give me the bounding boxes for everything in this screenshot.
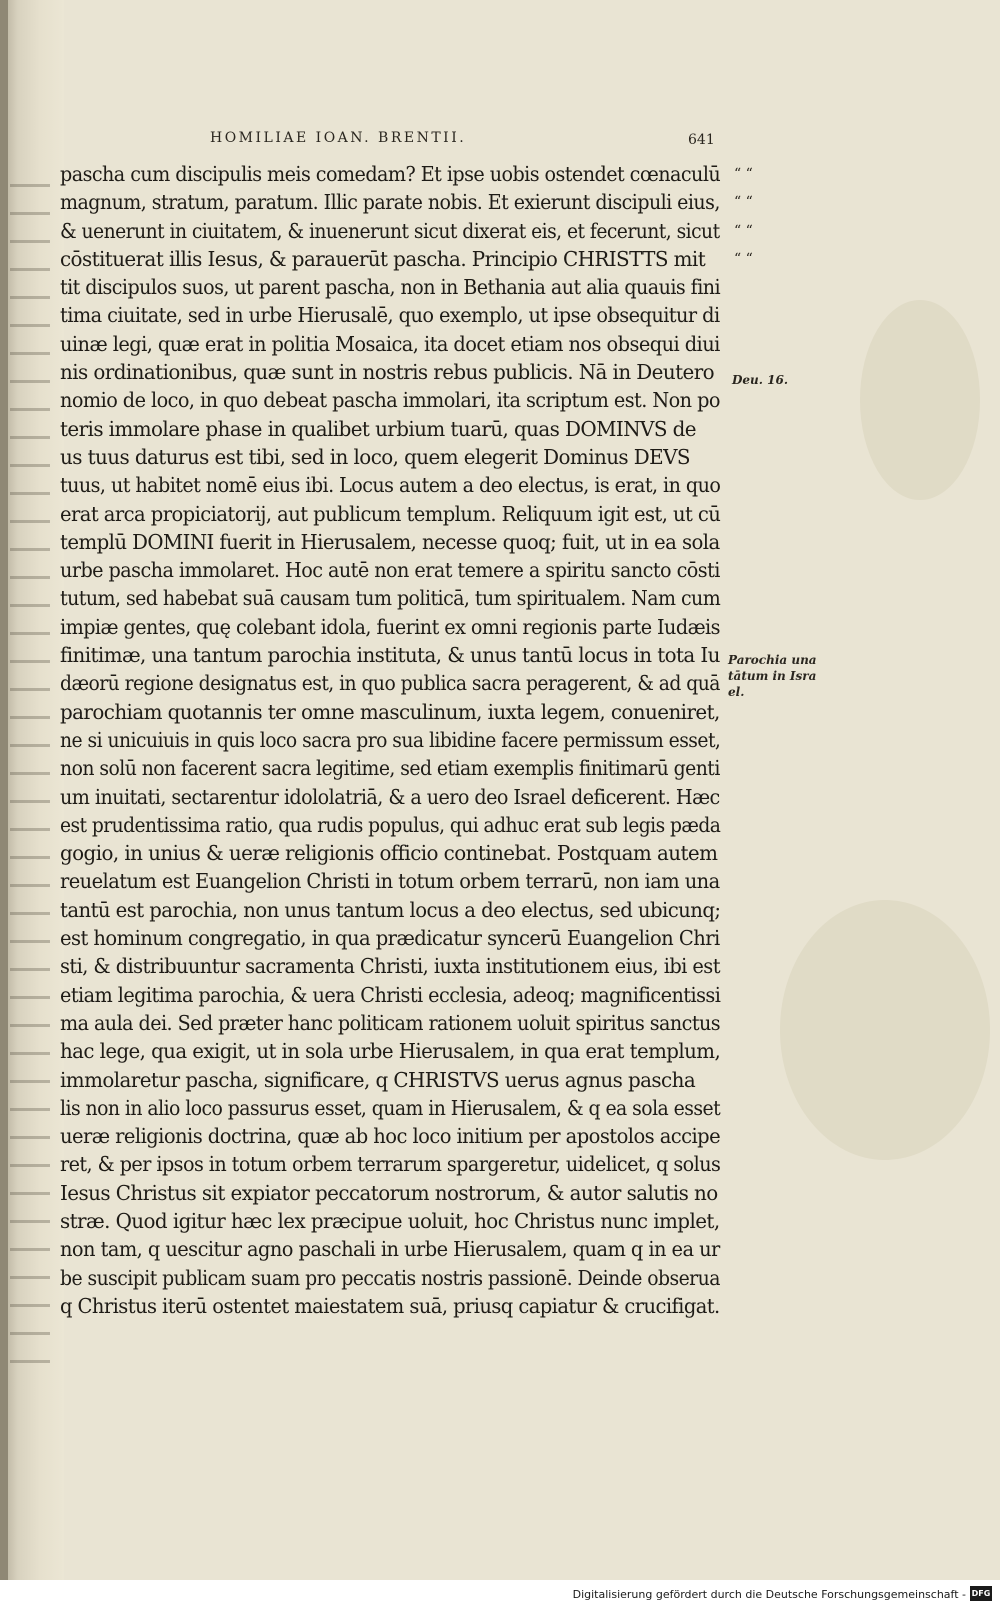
- text-line: us tuus daturus est tibi, sed in loco, quem elegerit Dominus DEVS: [60, 444, 690, 469]
- quote-mark: “ “: [734, 250, 753, 267]
- text-line: ret, & per ipsos in totum orbem terrarum spargeretur, uidelicet, q solus: [60, 1152, 721, 1177]
- margin-note-line: el.: [728, 685, 745, 699]
- text-line: be suscipit publicam suam pro peccatis nostris passionē. Deinde obserua: [60, 1265, 720, 1290]
- text-line: & uenerunt in ciuitatem, & inuenerunt sicut dixerat eis, et fecerunt, sicut: [60, 218, 720, 243]
- text-line: ne si unicuiuis in quis loco sacra pro sua libidine facere permissum esset,: [60, 727, 721, 752]
- text-line: teris immolare phase in qualibet urbium tuarū, quas DOMINVS de: [60, 416, 696, 441]
- text-line: etiam legitima parochia, & uera Christi ecclesia, adeoq; magnificentissi: [60, 982, 721, 1007]
- text-line: non solū non facerent sacra legitime, sed etiam exemplis finitimarū genti: [60, 756, 720, 781]
- text-line: est hominum congregatio, in qua prædicatur syncerū Euangelion Chri: [60, 926, 720, 951]
- text-line: uinæ legi, quæ erat in politia Mosaica, ita docet etiam nos obsequi diui: [60, 331, 720, 356]
- margin-note-line: Parochia una: [728, 653, 817, 667]
- footer-bar: [0, 1580, 1000, 1612]
- quote-mark: “ “: [734, 222, 753, 239]
- text-line: q Christus iterū ostentet maiestatem suā, priusq capiatur & crucifigat.: [60, 1293, 720, 1318]
- text-line: tuus, ut habitet nomē eius ibi. Locus autem a deo electus, is erat, in quo: [60, 473, 721, 498]
- running-head: HOMILIAE IOAN. BRENTII.: [210, 130, 467, 146]
- ink-bleed-through: [10, 170, 50, 1370]
- body-text: [60, 160, 740, 1320]
- text-line: parochiam quotannis ter omne masculinum, iuxta legem, conueniret,: [60, 699, 720, 724]
- paper-stain: [860, 300, 980, 500]
- text-line: est prudentissima ratio, qua rudis populus, qui adhuc erat sub legis pæda: [60, 812, 721, 837]
- text-line: nis ordinationibus, quæ sunt in nostris rebus publicis. Nā in Deutero: [60, 360, 715, 385]
- margin-note-deuteronomy: Deu. 16.: [732, 373, 788, 387]
- text-line: ma aula dei. Sed præter hanc politicam rationem uoluit spiritus sanctus: [60, 1010, 720, 1035]
- text-line: hac lege, qua exigit, ut in sola urbe Hierusalem, in qua erat templum,: [60, 1039, 721, 1064]
- dfg-logo: DFG: [970, 1586, 992, 1601]
- text-line: dæorū regione designatus est, in quo publica sacra peragerent, & ad quā: [60, 671, 720, 696]
- text-line: tutum, sed habebat suā causam tum politicā, tum spiritualem. Nam cum: [60, 586, 721, 611]
- text-line: magnum, stratum, paratum. Illic parate nobis. Et exierunt discipuli eius,: [60, 190, 720, 215]
- paper-stain: [780, 900, 990, 1160]
- text-line: lis non in alio loco passurus esset, quam in Hierusalem, & q ea sola esset: [60, 1095, 721, 1120]
- quote-mark: “ “: [734, 166, 753, 182]
- text-line: impiæ gentes, quę colebant idola, fuerint ex omni regionis parte Iudæis: [60, 614, 720, 639]
- text-line: gogio, in unius & ueræ religionis officio continebat. Postquam autem: [60, 841, 718, 866]
- text-line: urbe pascha immolaret. Hoc autē non erat temere a spiritu sancto cōsti: [60, 558, 720, 583]
- text-line: stræ. Quod igitur hæc lex præcipue uoluit, hoc Christus nunc implet,: [60, 1208, 720, 1233]
- text-line: tit discipulos suos, ut parent pascha, non in Bethania aut alia quauis fini: [60, 275, 721, 300]
- page-edge-shadow: [0, 0, 8, 1580]
- text-line: tima ciuitate, sed in urbe Hierusalē, quo exemplo, ut ipse obsequitur di: [60, 303, 720, 328]
- text-line: Iesus Christus sit expiator peccatorum nostrorum, & autor salutis no: [60, 1180, 718, 1205]
- text-line: erat arca propiciatorij, aut publicum templum. Reliquum igit est, ut cū: [60, 501, 721, 526]
- text-line: ueræ religionis doctrina, quæ ab hoc loco initium per apostolos accipe: [60, 1124, 721, 1149]
- text-line: reuelatum est Euangelion Christi in totum orbem terrarū, non iam una: [60, 869, 720, 894]
- text-line: cōstituerat illis Iesus, & parauerūt pascha. Principio CHRISTTS mit: [60, 246, 706, 271]
- folio-number: 641: [688, 132, 715, 148]
- text-line: non tam, q uescitur agno paschali in urbe Hierusalem, quam q in ea ur: [60, 1237, 720, 1262]
- footer-credit: Digitalisierung gefördert durch die Deutsche Forschungsgemeinschaft -: [572, 1588, 966, 1601]
- text-line: tantū est parochia, non unus tantum locus a deo electus, sed ubicunq;: [60, 897, 721, 922]
- text-line: finitimæ, una tantum parochia instituta, & unus tantū locus in tota Iu: [60, 643, 720, 668]
- text-line: sti, & distribuuntur sacramenta Christi, iuxta institutionem eius, ibi est: [60, 954, 720, 979]
- text-line: nomio de loco, in quo debeat pascha immolari, ita scriptum est. Non po: [60, 388, 720, 413]
- text-line: pascha cum discipulis meis comedam? Et ipse uobis ostendet cœnaculū: [60, 162, 721, 186]
- margin-note-parochia: [728, 652, 817, 700]
- text-line: templū DOMINI fuerit in Hierusalem, necesse quoq; fuit, ut in ea sola: [60, 529, 720, 554]
- margin-note-line: tātum in Isra: [728, 669, 817, 683]
- text-line: um inuitati, sectarentur idololatriā, & a uero deo Israel deficerent. Hæc: [60, 784, 720, 809]
- text-line: immolaretur pascha, significare, q CHRISTVS uerus agnus pascha: [60, 1067, 696, 1092]
- quote-mark: “ “: [734, 194, 753, 211]
